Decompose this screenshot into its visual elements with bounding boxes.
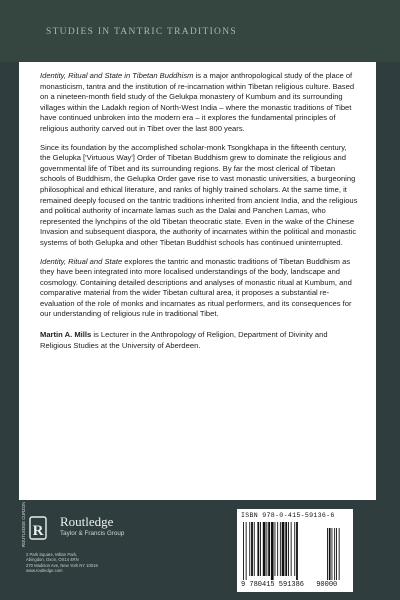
barcode-digits xyxy=(241,581,349,589)
ean-digits: 9 780415 591386 xyxy=(241,581,305,589)
author-name: Martin A. Mills xyxy=(40,330,92,340)
barcode-bar xyxy=(275,522,276,576)
barcode-box xyxy=(237,509,353,592)
blurb-paragraph-1 xyxy=(40,71,358,135)
blurb-paragraph-3 xyxy=(40,257,358,321)
routledge-logo-icon xyxy=(21,501,48,549)
address-line: 2 Park Square, Milton Park, xyxy=(26,552,78,557)
barcode-bar xyxy=(296,522,298,580)
barcode-bar xyxy=(254,522,255,576)
addon-bar xyxy=(336,528,337,580)
publisher-website: www.routledge.com xyxy=(26,568,63,574)
barcode-bar xyxy=(260,522,261,576)
blurb-p3-text: explores the tantric and monastic traditions of Tibetan Buddhism as they have been integrated into more localised understandings of the body, landscape and cosmology. Containing detailed descriptions and analyses of monastic ritual at Kumbum, and comparative material from the wider Tibetan cultural area, it proposes a substantial re-evaluation of the role of monks and incarnates as ritual performers, and its consequences for our understanding of religious rule in traditional Tibet. xyxy=(40,256,352,319)
publisher-side-text: ROUTLEDGE CURZON xyxy=(21,501,26,547)
barcode-bar xyxy=(243,522,244,580)
author-bio xyxy=(40,330,358,351)
barcode-bar xyxy=(257,522,259,576)
addon-digits: 90000 xyxy=(316,581,338,589)
barcode-bar xyxy=(268,522,270,576)
book-title-italic: Identity, Ritual and State in Tibetan Buddhism xyxy=(40,71,194,80)
addon-bar xyxy=(339,528,340,580)
address-line: 270 Madison Ave, New York NY 10016 xyxy=(26,562,98,568)
author-bio-text: is Lecturer in the Anthropology of Religion, Department of Divinity and Religious Studies at the University of Aberdeen. xyxy=(40,330,328,350)
barcode-bar xyxy=(266,522,267,576)
addon-bar xyxy=(327,528,328,580)
address-line: Abingdon, Oxon, OX14 4RN xyxy=(26,557,79,563)
book-short-title-italic: Identity, Ritual and State xyxy=(40,256,123,266)
blurb-text xyxy=(40,71,358,359)
publisher-name: Routledge xyxy=(60,514,114,529)
barcode-icon xyxy=(241,522,349,580)
barcode-bar xyxy=(282,522,285,576)
barcode-bar xyxy=(249,522,250,576)
publisher-group: Taylor & Francis Group xyxy=(60,530,125,537)
barcode-bar xyxy=(294,522,295,576)
barcode-bar xyxy=(291,522,292,576)
barcode-bar xyxy=(285,522,287,576)
blurb-p1-text: is a major anthropological study of the place of monasticism, tantra and the institution of re-incarnation within Tibetan religious culture. Based on a nineteen-month field study of the Gelukpa monastery of Kumbum and its surrounding villages within the Ladakh region of North-West India – where the monastic traditions of Tibet have continued unbroken into the modern era – it explores the fundamental principles of religious authority carved out in Tibet over the last 800 years. xyxy=(40,71,355,133)
publisher-block xyxy=(19,501,219,588)
blurb-paragraph-2: Since its foundation by the accomplished scholar-monk Tsongkhapa in the fifteenth century, the Gelupka ['Virtuous Way'] Order of Tibetan Buddhism grew to dominate the religious and governmental life of Tibet and its surrounding regions. By far the most clerical of Tibetan schools of Buddhism, the Gelupka Order gave rise to vast monastic universities, a burgeoning philosophical and ethical literature, and ranks of highly trained scholars. At the same time, it remained deeply focused on the tantric traditions inherited from ancient India, and the religious and political authority of incarnate lamas such as the Dalai and Panchen Lamas, who represented the lynchpins of the old Tibetan theocratic state. Even in the wake of the Chinese Invasion and subsequent diaspora, the authority of incarnates within the political and monastic systems of both Gelupka and other Tibetan Buddhist schools has continued uninterrupted. xyxy=(40,142,358,247)
barcode-bar xyxy=(280,522,281,576)
series-title: STUDIES IN TANTRIC TRADITIONS xyxy=(46,27,237,37)
addon-bar xyxy=(332,528,333,580)
addon-bar xyxy=(334,528,335,580)
barcode-bar xyxy=(271,522,274,580)
barcode-bar xyxy=(246,522,247,580)
barcode-bar xyxy=(263,522,266,576)
logo-letter: R xyxy=(32,523,44,539)
publisher-address xyxy=(26,552,98,574)
isbn-text: ISBN 978-0-415-59136-6 xyxy=(241,512,335,519)
barcode-bar xyxy=(277,522,278,576)
addon-bar xyxy=(329,528,331,580)
barcode-bar xyxy=(251,522,253,576)
barcode-bar xyxy=(288,522,289,576)
